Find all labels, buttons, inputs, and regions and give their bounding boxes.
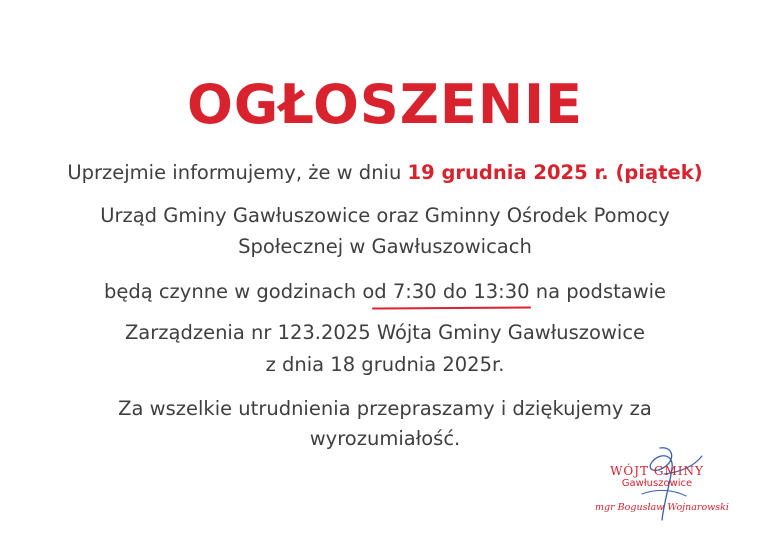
regulation-line-1: Zarządzenia nr 123.2025 Wójta Gminy Gawłuszowice — [124, 321, 646, 344]
hours-underline — [372, 306, 531, 309]
announcement-title: OGŁOSZENIE — [187, 73, 583, 136]
opening-hours-text: d 7:30 do 13:30 — [374, 280, 530, 303]
opening-hours — [374, 279, 529, 305]
institutions-line-1: Urząd Gminy Gawłuszowice oraz Gminny Ośrodek Pomocy — [100, 204, 670, 227]
apology-line-2: wyrozumiałość. — [309, 427, 461, 450]
regulation-line-2: z dnia 18 grudnia 2025r. — [265, 353, 505, 376]
stamp-place: Gawłuszowice — [621, 478, 693, 489]
apology-line-1: Za wszelkie utrudnienia przepraszamy i dziękujemy za — [118, 397, 652, 420]
hours-line-suffix: na podstawie — [529, 280, 667, 303]
institutions-line-2: Społecznej w Gawłuszowicach — [238, 235, 532, 258]
closing-date: 19 grudnia 2025 r. (piątek) — [407, 161, 703, 184]
date-line — [0, 160, 770, 186]
stamp-name: mgr Bogusław Wojnarowski — [595, 502, 729, 513]
official-stamp — [582, 444, 732, 524]
date-line-prefix: Uprzejmie informujemy, że w dniu — [67, 161, 408, 184]
hours-line-prefix: będą czynne w godzinach o — [103, 280, 375, 303]
stamp-title: WÓJT GMINY — [610, 464, 704, 478]
hours-line — [0, 279, 770, 305]
